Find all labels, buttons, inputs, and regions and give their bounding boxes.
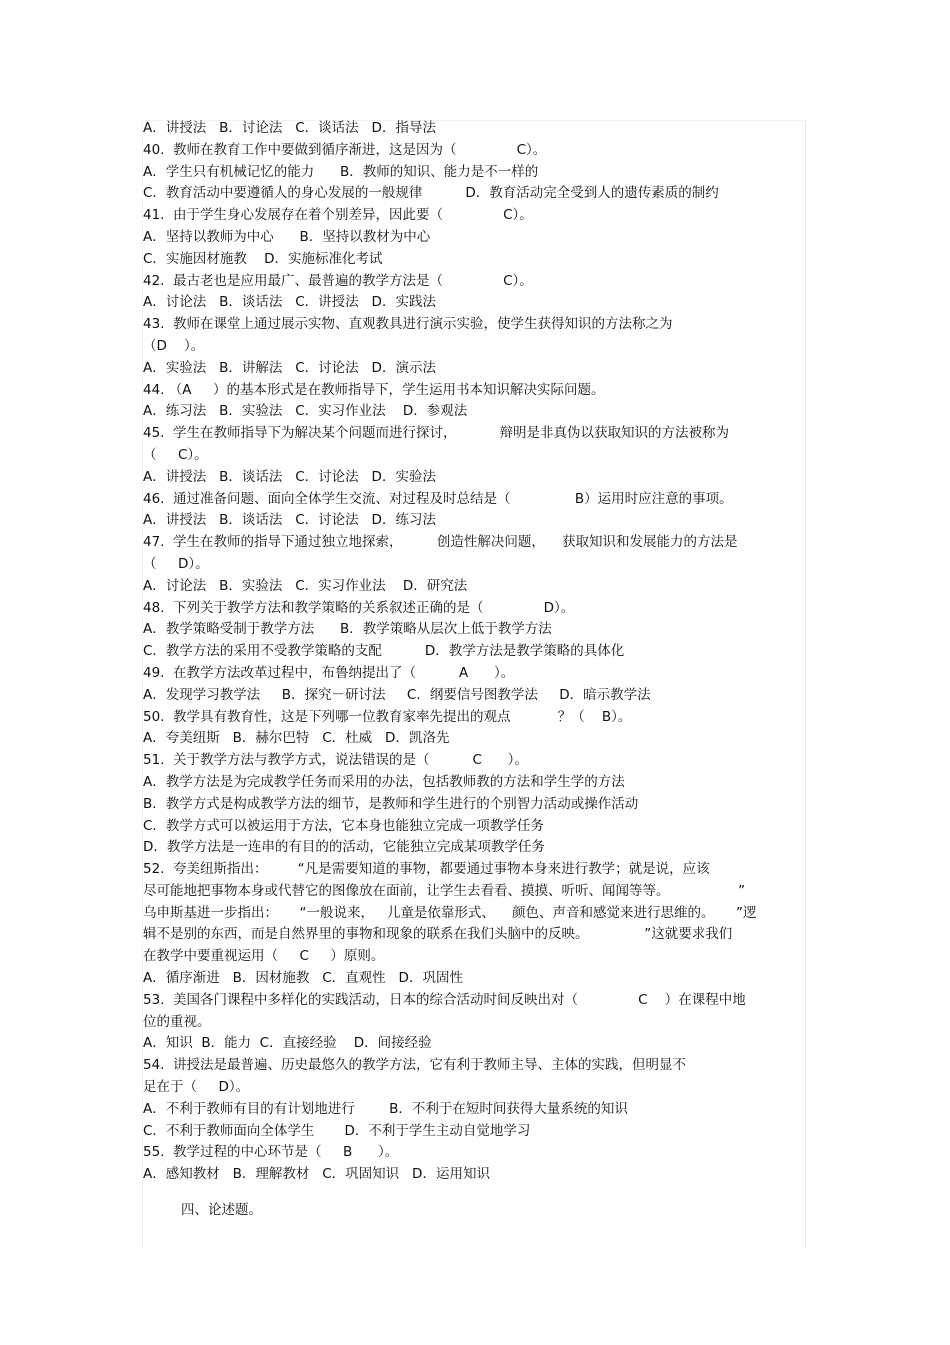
question-49: 49. 在教学方法改革过程中，布鲁纳提出了（ A ）。: [143, 664, 515, 681]
text-line: （ D）。: [143, 555, 209, 572]
text-line: C．实施因材施教 D．实施标准化考试: [143, 250, 383, 267]
question-48: 48. 下列关于教学方法和教学策略的关系叙述正确的是（ D）。: [143, 599, 575, 616]
text-line: D．教学方法是一连串的有目的的活动，它能独立完成某项教学任务: [143, 839, 545, 856]
text-line: A．坚持以教师为中心 B．坚持以教材为中心: [143, 228, 431, 245]
text-line: 在教学中要重视运用（ C ）原则。: [143, 948, 385, 965]
text-line: A．学生只有机械记忆的能力 B．教师的知识、能力是不一样的: [143, 163, 539, 180]
text-line: A．讲授法 B．谈话法 C．讨论法 D．实验法: [143, 468, 436, 485]
text-line: A．讨论法 B．谈话法 C．讲授法 D．实践法: [143, 294, 436, 311]
text-line: A．教学方法是为完成教学任务而采用的办法，包括教师教的方法和学生学的方法: [143, 773, 625, 790]
text-line: A．讲授法 B．谈话法 C．讨论法 D．练习法: [143, 512, 436, 529]
text-line: C．教育活动中要遵循人的身心发展的一般规律 D．教育活动完全受到人的遗传素质的制约: [143, 185, 719, 202]
text-line: A．夸美纽斯 B．赫尔巴特 C．杜威 D．凯洛先: [143, 730, 450, 747]
text-line: 足在于（ D）。: [143, 1079, 250, 1096]
question-54: 54. 讲授法是最普遍、历史最悠久的教学方法，它有利于教师主导、主体的实践，但明显不: [143, 1057, 687, 1074]
question-53: 53. 美国各门课程中多样化的实践活动，日本的综合活动时间反映出对（ C ）在课程中地: [143, 991, 746, 1008]
text-line: C．不利于教师面向全体学生 D．不利于学生主动自觉地学习: [143, 1122, 531, 1139]
text-line: A．不利于教师有目的有计划地进行 B．不利于在短时间获得大量系统的知识: [143, 1100, 628, 1117]
text-line: A．循序渐进 B．因材施教 C．直观性 D．巩固性: [143, 970, 463, 987]
text-line: A．讨论法 B．实验法 C．实习作业法 D．研究法: [143, 577, 468, 594]
question-44: 44. （A ）的基本形式是在教师指导下，学生运用书本知识解决实际问题。: [143, 381, 605, 398]
question-45: 45. 学生在教师指导下为解决某个问题而进行探讨， 辩明是非真伪以获取知识的方法被称为: [143, 425, 729, 442]
text-line: 位的重视。: [143, 1013, 211, 1030]
section-title: 四、论述题。: [181, 1202, 262, 1219]
question-55: 55. 教学过程的中心环节是（ B ）。: [143, 1144, 399, 1161]
text-line: A．知识 B．能力 C．直接经验 D．间接经验: [143, 1035, 432, 1052]
text-line: C．教学方法的采用不受教学策略的支配 D．教学方法是教学策略的具体化: [143, 643, 625, 660]
question-46: 46. 通过准备问题、面向全体学生交流、对过程及时总结是（ B）运用时应注意的事项。: [143, 490, 733, 507]
question-42: 42. 最古老也是应用最广、最普遍的教学方法是（ C）。: [143, 272, 533, 289]
text-line: 尽可能地把事物本身或代替它的图像放在面前，让学生去看看、摸摸、听听、闻闻等等。 ”: [143, 882, 746, 899]
question-51: 51. 关于教学方法与教学方式，说法错误的是（ C ）。: [143, 752, 528, 769]
document-body: [143, 118, 807, 1222]
question-40: 40. 教师在教育工作中要做到循序渐进，这是因为（ C）。: [143, 141, 547, 158]
text-line: 辑不是别的东西，而是自然界里的事物和现象的联系在我们头脑中的反映。 ”这就要求我们: [143, 926, 733, 943]
question-41: 41. 由于学生身心发展存在着个别差异，因此要（ C）。: [143, 207, 533, 224]
text-line: C．教学方式可以被运用于方法，它本身也能独立完成一项教学任务: [143, 817, 544, 834]
text-line: A．感知教材 B．理解教材 C．巩固知识 D．运用知识: [143, 1166, 490, 1183]
question-47: 47. 学生在教师的指导下通过独立地探索， 创造性解决问题， 获取知识和发展能力的方法是: [143, 534, 738, 551]
text-line: A．教学策略受制于教学方法 B．教学策略从层次上低于教学方法: [143, 621, 552, 638]
text-line: （D ）。: [143, 337, 205, 354]
text-line: B．教学方式是构成教学方法的细节，是教师和学生进行的个别智力活动或操作活动: [143, 795, 639, 812]
text-line: A．练习法 B．实验法 C．实习作业法 D．参观法: [143, 403, 468, 420]
text-line: A．发现学习教学法 B．探究－研讨法 C．纲要信号图教学法 D．暗示教学法: [143, 686, 651, 703]
question-43: 43. 教师在课堂上通过展示实物、直观教具进行演示实验，使学生获得知识的方法称之为: [143, 316, 673, 333]
question-52: 52. 夸美纽斯指出： “凡是需要知道的事物，都要通过事物本身来进行教学；就是说，应该: [143, 861, 710, 878]
text-line: A．讲授法 B．讨论法 C．谈话法 D．指导法: [143, 120, 436, 136]
text-line: （ C）。: [143, 446, 208, 463]
text-line: A．实验法 B．讲解法 C．讨论法 D．演示法: [143, 359, 436, 376]
text-line: 乌申斯基进一步指出： “一般说来， 儿童是依靠形式、 颜色、声音和感觉来进行思维的。 ”逻: [143, 904, 757, 921]
question-50: 50. 教学具有教育性，这是下列哪一位教育家率先提出的观点 ？（ B）。: [143, 708, 632, 725]
